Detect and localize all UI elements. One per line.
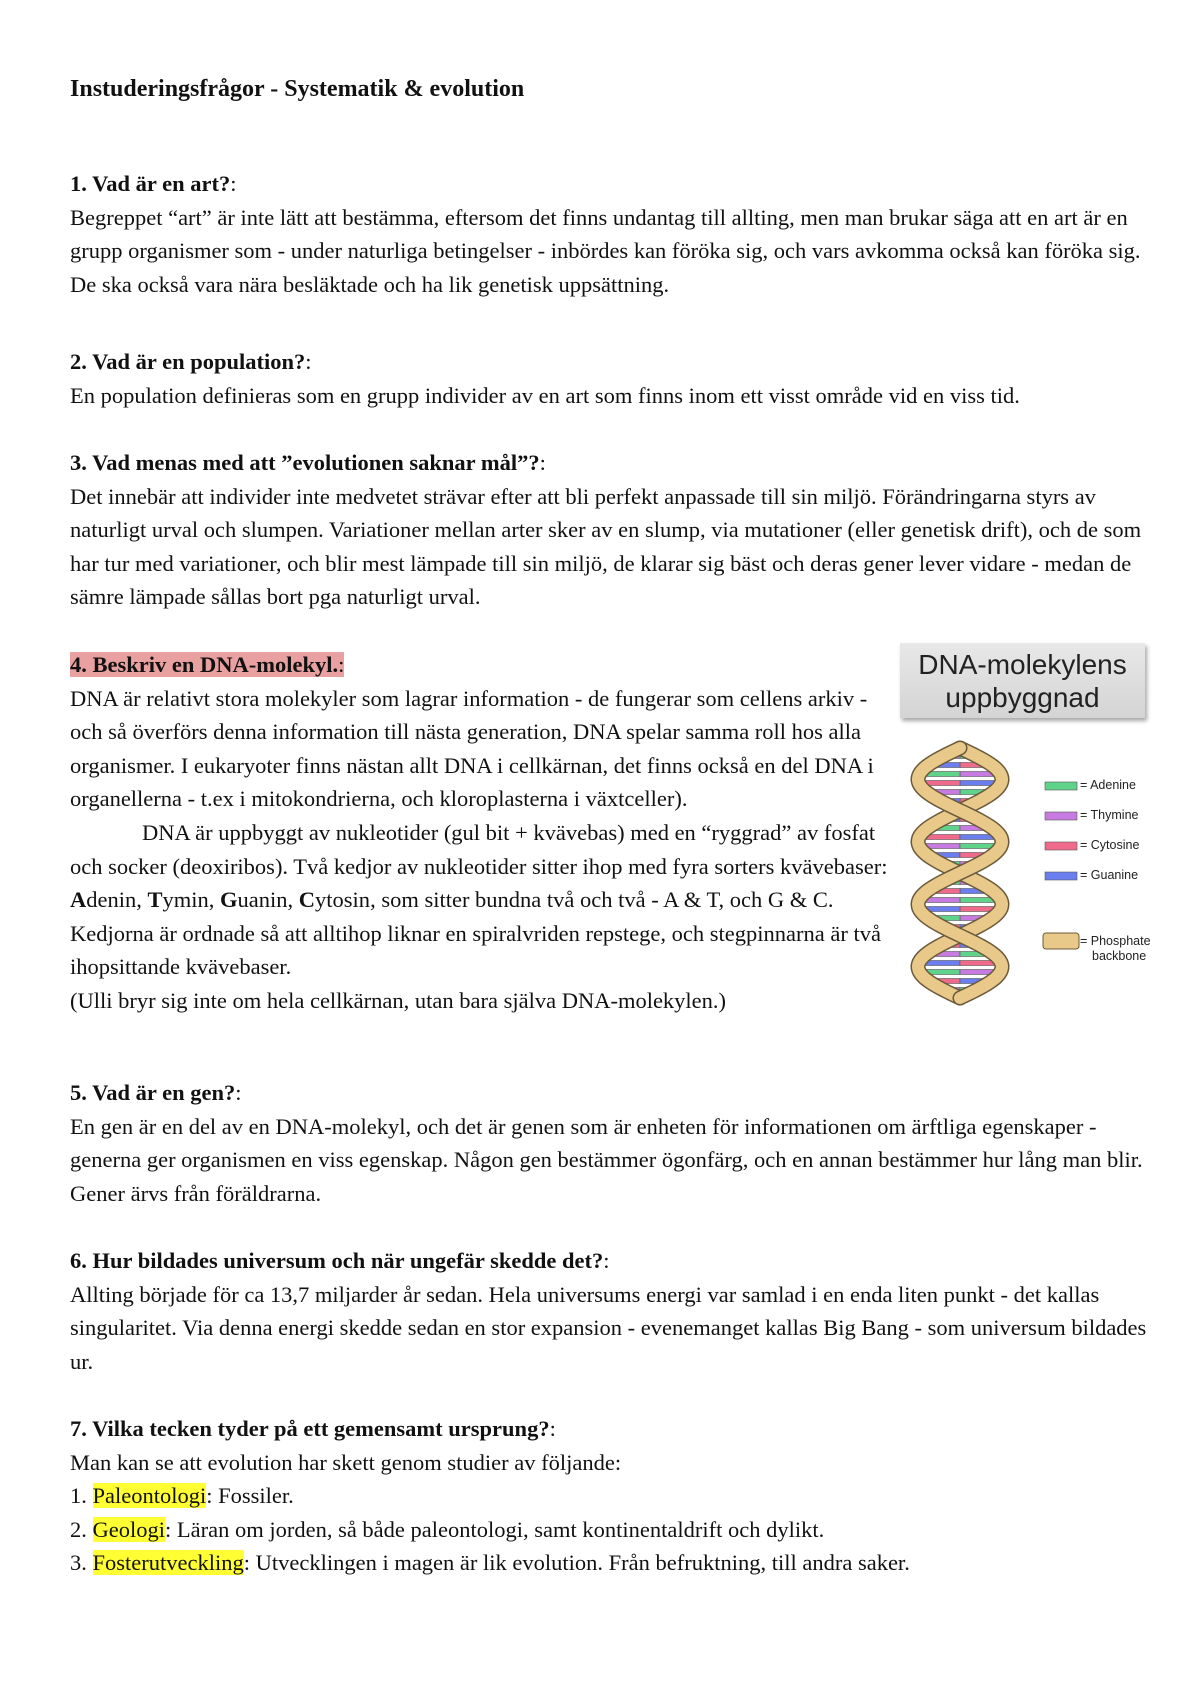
list-item-term-geologi: Geologi: [92, 1516, 165, 1542]
question-5-section: [70, 1076, 1150, 1210]
dna-figure: [900, 643, 1165, 1013]
question-5-heading: [70, 1076, 1150, 1110]
question-2-colon: :: [305, 349, 312, 374]
question-7-text: 7. Vilka tecken tyder på ett gemensamt ursprung?: [70, 1416, 550, 1441]
question-7-intro: Man kan se att evolution har skett genom studier av följande:: [70, 1449, 622, 1475]
question-5-answer: En gen är en del av en DNA-molekyl, och det är genen som är enheten för informationen om ärftliga egenskaper - generna ger organismen en viss egenskap. Någon gen bestämmer ögonfärg, och en annan bestämmer hur lång man blir. Gener ärvs från föräldrarna.: [70, 1113, 1143, 1206]
question-3-answer: Det innebär att individer inte medvetet strävar efter att bli perfekt anpassade till sin miljö. Förändringarna styrs av naturligt urval och slumpen. Variationer mellan arter sker av en slump, via mutationer (eller genetisk drift), och de som har tur med variationer, och blir mest lämpade till sin miljö, de klarar sig bäst och deras gener lever vidare - medan de sämre lämpade sållas bort pga naturligt urval.: [70, 483, 1142, 610]
question-4-paragraph-1: DNA är relativt stora molekyler som lagrar information - de fungerar som cellens arkiv - och så överförs denna information till nästa generation, DNA spelar samma roll hos alla organismer. I eukaryoter finns nästan allt DNA i cellkärnan, det finns också en del DNA i organellerna - t.ex i mitokondrierna, och kloroplasterna i växtceller).: [70, 685, 874, 812]
legend-cytosine-label: = Cytosine: [1080, 838, 1140, 852]
base-thymine-initial: T: [147, 887, 163, 913]
question-1-text: 1. Vad är en art?: [70, 171, 231, 196]
question-6-heading: [70, 1244, 1150, 1278]
list-item-term-paleontologi: Paleontologi: [92, 1483, 207, 1509]
question-6-text: 6. Hur bildades universum och när ungefär skedde det?: [70, 1248, 604, 1273]
dna-figure-title-line-1: DNA-molekylens: [918, 649, 1127, 680]
base-adenine-rest: denin,: [86, 887, 148, 913]
question-2-text: 2. Vad är en population?: [70, 349, 306, 374]
base-adenine-initial: A: [70, 887, 87, 913]
question-1-colon: :: [230, 171, 237, 196]
paragraph-2-end: , som sitter bundna två och två - A & T, och G & C. Kedjorna är ordnade så att alltihop liknar en spiralvriden repstege, och stegpinnarna är två ihopsittande kvävebaser.: [70, 887, 881, 980]
list-item-number: 1.: [70, 1483, 93, 1509]
question-1-section: [70, 167, 1150, 301]
question-7-heading: [70, 1412, 1150, 1446]
base-thymine-rest: ymin,: [162, 887, 221, 913]
base-cytosine-rest: ytosin: [315, 887, 371, 913]
question-4-heading: [70, 648, 890, 682]
question-1-answer: Begreppet “art” är inte lätt att bestämma, eftersom det finns undantag till allting, men man brukar säga att en art är en grupp organismer som - under naturliga betingelser - inbördes kan föröka sig, och vars avkomma också kan föröka sig. De ska också vara nära besläktade och ha lik genetisk uppsättning.: [70, 204, 1141, 297]
question-2-section: [70, 345, 1150, 412]
list-item-text: : Utvecklingen i magen är lik evolution. Från befruktning, till andra saker.: [243, 1550, 910, 1576]
dna-legend-swatches: [1043, 782, 1079, 949]
list-item: [70, 1546, 1150, 1580]
question-4-text: 4. Beskriv en DNA-molekyl.: [70, 652, 339, 677]
base-cytosine-initial: C: [298, 887, 316, 913]
question-7-colon: :: [549, 1416, 556, 1441]
legend-phosphate-label: [1080, 934, 1151, 964]
question-3-heading: [70, 446, 1150, 480]
legend-swatch: [1045, 812, 1077, 820]
question-4-paragraph-2: [70, 816, 890, 984]
legend-phosphate-line-2: backbone: [1092, 949, 1147, 963]
legend-swatch: [1045, 872, 1077, 880]
document-title: Instuderingsfrågor - Systematik & evolution: [70, 76, 525, 102]
question-5-colon: :: [235, 1080, 242, 1105]
list-item: [70, 1513, 1150, 1547]
question-4-paragraph-3: (Ulli bryr sig inte om hela cellkärnan, utan bara själva DNA-molekylen.): [70, 987, 727, 1013]
list-item-number: 3.: [70, 1550, 93, 1576]
list-item-text: : Fossiler.: [206, 1483, 294, 1509]
legend-guanine-label: = Guanine: [1080, 868, 1139, 882]
question-3-colon: :: [539, 450, 546, 475]
question-6-colon: :: [603, 1248, 610, 1273]
list-item-term-fosterutveckling: Fosterutveckling: [92, 1550, 244, 1576]
legend-swatch-phosphate: [1043, 933, 1079, 949]
question-4-colon: :: [338, 652, 345, 677]
base-guanine-rest: uanin,: [237, 887, 299, 913]
question-2-heading: [70, 345, 1150, 379]
question-5-text: 5. Vad är en gen?: [70, 1080, 236, 1105]
list-item-text: : Läran om jorden, så både paleontologi, samt kontinentaldrift och dylikt.: [165, 1516, 825, 1542]
legend-phosphate-line-1: = Phosphate: [1080, 934, 1151, 948]
paragraph-2-start: DNA är uppbyggt av nukleotider (gul bit + kvävebas) med en “ryggrad” av fosfat och socker (deoxiribos). Två kedjor av nukleotider sitter ihop med fyra sorters kvävebaser:: [70, 819, 888, 879]
legend-swatch: [1045, 842, 1077, 850]
list-item-number: 2.: [70, 1516, 93, 1542]
legend-adenine-label: = Adenine: [1080, 778, 1136, 792]
question-6-answer: Allting började för ca 13,7 miljarder år sedan. Hela universums energi var samlad i en enda liten punkt - det kallas singularitet. Via denna energi skedde sedan en stor expansion - evenemanget kallas Big Bang - som universum bildades ur.: [70, 1281, 1147, 1374]
question-6-section: [70, 1244, 1150, 1378]
base-guanine-initial: G: [220, 887, 238, 913]
question-3-section: [70, 446, 1150, 614]
question-2-answer: En population definieras som en grupp individer av en art som finns inom ett visst område vid en viss tid.: [70, 382, 1020, 408]
question-1-heading: [70, 167, 1150, 201]
question-7-section: [70, 1412, 1150, 1580]
legend-thymine-label: = Thymine: [1080, 808, 1139, 822]
question-4-section: [70, 648, 890, 1018]
legend-swatch: [1045, 782, 1077, 790]
dna-figure-title-line-2: uppbyggnad: [945, 682, 1100, 713]
question-3-text: 3. Vad menas med att ”evolutionen saknar mål”?: [70, 450, 540, 475]
list-item: [70, 1479, 1150, 1513]
